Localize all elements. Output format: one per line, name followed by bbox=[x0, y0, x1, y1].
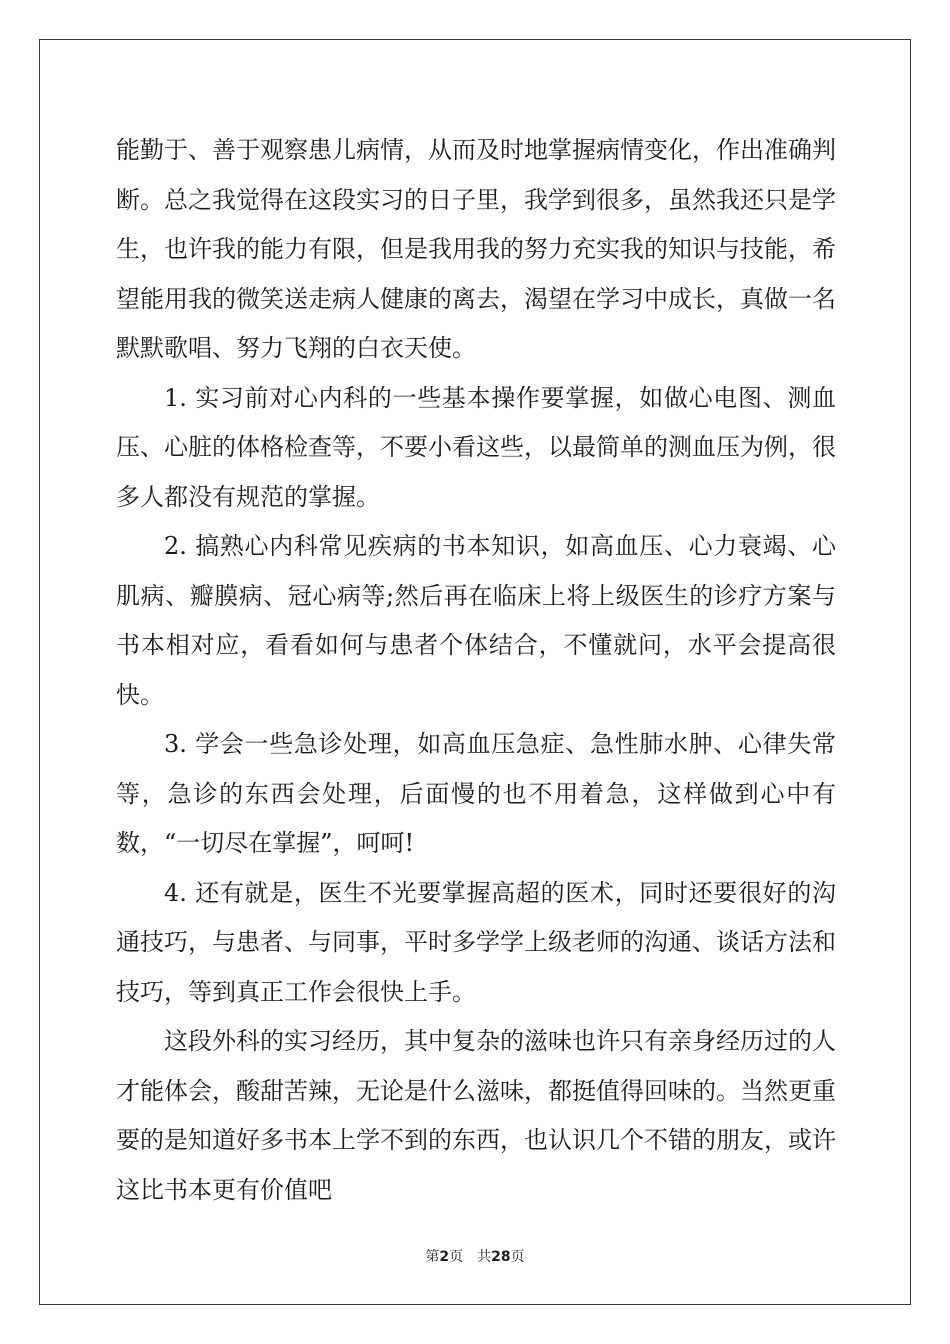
current-page-number: 2 bbox=[439, 1249, 450, 1265]
paragraph-continuation: 能勤于、善于观察患儿病情，从而及时地掌握病情变化，作出准确判断。总之我觉得在这段实习的日子里，我学到很多，虽然我还只是学生，也许我的能力有限，但是我用我的努力充实我的知识与技能，希望能用我的微笑送走病人健康的离去，渴望在学习中成长，真做一名默默歌唱、努力飞翔的白衣天使。 bbox=[116, 136, 836, 362]
page-footer bbox=[0, 1246, 950, 1266]
paragraph-item-1: 1. 实习前对心内科的一些基本操作要掌握，如做心电图、测血压、心脏的体格检查等，不要小看这些，以最简单的测血压为例，很多人都没有规范的掌握。 bbox=[116, 383, 836, 511]
document-body bbox=[116, 126, 836, 1215]
total-page-count: 28 bbox=[491, 1249, 511, 1265]
paragraph-item-3: 3. 学会一些急诊处理，如高血压急症、急性肺水肿、心律失常等，急诊的东西会处理，后面慢的也不用着急，这样做到心中有数，“一切尽在掌握”，呵呵! bbox=[116, 730, 836, 857]
footer-prefix: 第 bbox=[425, 1249, 440, 1265]
paragraph-item-4: 4. 还有就是，医生不光要掌握高超的医术，同时还要很好的沟通技巧，与患者、与同事，平时多学学上级老师的沟通、谈话方法和技巧，等到真正工作会很快上手。 bbox=[116, 878, 836, 1006]
footer-total-prefix: 共 bbox=[477, 1249, 492, 1265]
footer-page-suffix: 页 bbox=[449, 1249, 464, 1265]
footer-total-suffix: 页 bbox=[510, 1249, 525, 1265]
paragraph-conclusion: 这段外科的实习经历，其中复杂的滋味也许只有亲身经历过的人才能体会，酸甜苦辣，无论是什么滋味，都挺值得回味的。当然更重要的是知道好多书本上学不到的东西，也认识几个不错的朋友，或许这比书本更有价值吧 bbox=[116, 1027, 836, 1204]
paragraph-item-2: 2. 搞熟心内科常见疾病的书本知识，如高血压、心力衰竭、心肌病、瓣膜病、冠心病等;然后再在临床上将上级医生的诊疗方案与书本相对应，看看如何与患者个体结合，不懂就问，水平会提高很快。 bbox=[116, 532, 836, 709]
